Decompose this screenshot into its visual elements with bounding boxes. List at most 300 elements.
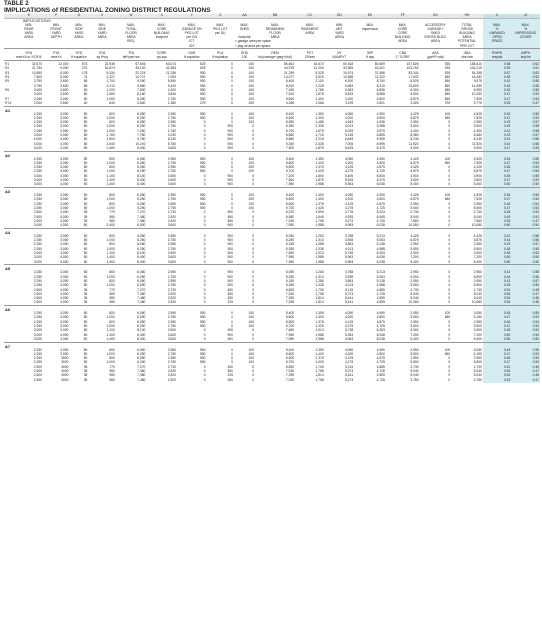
data-cell: 0.47 <box>483 146 511 151</box>
data-cell: 2,250 <box>33 242 43 247</box>
data-cell: 3,000 <box>60 201 69 206</box>
header-cell: footprint <box>238 35 251 40</box>
data-cell: 7,150 <box>285 87 295 92</box>
data-cell: 0.45 <box>483 284 511 288</box>
data-cell: 3,000 <box>33 328 43 333</box>
data-cell: 6,250 <box>137 315 146 320</box>
data-cell: 2,500 <box>33 377 43 382</box>
data-cell: 1,814 <box>315 300 324 305</box>
data-cell: 2,250 <box>33 115 43 120</box>
data-cell: 0.47 <box>483 170 511 174</box>
header-cell: POTENTIAL <box>457 39 477 44</box>
data-cell: 4,200 <box>344 160 354 165</box>
data-cell: 0 <box>448 291 451 296</box>
data-cell: 4,800 <box>376 115 385 120</box>
data-cell: 85 <box>83 79 88 84</box>
header-cell: MAX. <box>271 22 280 27</box>
data-cell: 0.43 <box>483 134 511 138</box>
data-cell: 800 <box>109 165 115 170</box>
data-cell: 1,913 <box>315 251 324 256</box>
data-cell: 0 <box>252 233 255 238</box>
data-cell: 11,222 <box>375 75 385 80</box>
data-cell: 0.45 <box>483 125 511 129</box>
data-cell: 100 <box>248 156 255 161</box>
data-cell: 0 <box>448 165 451 170</box>
data-cell: 0.58 <box>483 63 511 67</box>
data-cell: 6,600 <box>376 173 385 178</box>
data-cell: 6,300 <box>410 87 419 92</box>
data-cell: 0.46 <box>511 374 540 378</box>
data-cell: 3,050 <box>473 311 482 316</box>
data-cell: 5,213 <box>376 270 385 275</box>
data-cell: 900 <box>227 141 233 146</box>
data-cell: 10,240 <box>135 141 146 146</box>
data-cell: 1,988 <box>315 255 324 260</box>
data-cell: 2,730 <box>167 287 176 292</box>
data-cell: 0 <box>448 377 451 382</box>
data-cell: 5,025 <box>344 128 354 133</box>
data-cell: 7,200 <box>473 255 482 260</box>
header-cell: AREA <box>462 35 472 40</box>
column-letter: X <box>146 14 177 19</box>
data-cell: 5,334 <box>106 70 115 75</box>
data-cell: 0 <box>252 251 255 256</box>
data-cell: 7,500 <box>285 145 295 150</box>
data-cell: 650 <box>444 160 451 165</box>
data-cell: 800 <box>109 319 115 324</box>
data-cell: 5,441 <box>344 300 354 305</box>
column-letter: CC <box>295 14 325 19</box>
data-cell: 0.50 <box>483 224 511 229</box>
header-cell: AREA <box>126 35 136 40</box>
units-cell: ftsf*yas+sw <box>122 54 140 59</box>
data-cell: 2,950 <box>167 120 176 125</box>
data-cell: 4,725 <box>376 169 385 174</box>
district-code: R6 <box>5 87 10 92</box>
data-cell: 0.50 <box>511 183 540 188</box>
data-cell: 2,730 <box>473 364 482 369</box>
data-cell: 5,500 <box>285 356 295 361</box>
data-cell: 2,750 <box>167 205 176 210</box>
data-cell: 35 <box>83 210 88 215</box>
data-cell: 100 <box>248 83 255 88</box>
data-cell: 0.42 <box>483 271 511 275</box>
data-cell: 0 <box>203 132 206 137</box>
data-cell: 5,441 <box>344 373 354 378</box>
data-cell: 3,000 <box>33 87 43 92</box>
data-cell: 85 <box>83 83 88 88</box>
data-cell: 925 <box>444 62 451 67</box>
data-cell: 1,705 <box>315 364 324 369</box>
data-cell: 1,400 <box>315 96 324 101</box>
data-cell: 0 <box>448 360 451 365</box>
data-cell: 0 <box>252 369 255 374</box>
header-cell: BUILDING <box>153 30 170 35</box>
data-cell: 2,950 <box>473 242 482 247</box>
header-cell: UNPAVED <box>483 32 511 36</box>
data-cell: 2,750 <box>167 238 176 243</box>
data-cell: 1,788 <box>315 87 324 92</box>
data-cell: 2,840 <box>106 141 115 146</box>
data-cell: 5,138 <box>376 278 385 283</box>
data-cell: 2,227 <box>106 75 115 80</box>
data-cell: 0 <box>448 356 451 361</box>
data-cell: 5,040 <box>473 214 482 219</box>
data-cell: 0 <box>231 156 233 161</box>
data-cell: 4,525 <box>473 156 482 161</box>
data-cell: 3,000 <box>60 311 69 316</box>
data-cell: 0.47 <box>511 219 540 223</box>
data-cell: 0.50 <box>483 256 511 260</box>
data-cell: 100 <box>248 360 255 365</box>
data-cell: 3,000 <box>33 132 43 137</box>
column-letter: AA <box>234 14 255 19</box>
data-cell: 7,950 <box>285 336 295 341</box>
data-cell: 5,400 <box>285 193 295 198</box>
data-cell: 270 <box>81 66 88 71</box>
data-cell: 2,750 <box>167 197 176 202</box>
data-cell: 4000 <box>61 369 69 374</box>
data-cell: 5,500 <box>473 360 482 365</box>
data-cell: 6,050 <box>137 319 146 324</box>
data-cell: 3,600 <box>167 336 176 341</box>
data-cell: 6,250 <box>137 324 146 328</box>
data-cell: 5,400 <box>285 311 295 316</box>
data-cell: 2,520 <box>167 369 176 374</box>
section-label: A5 <box>5 266 11 272</box>
data-cell: 14,077 <box>284 75 295 80</box>
data-cell: 0 <box>252 291 255 296</box>
data-cell: 1,400 <box>106 145 115 150</box>
data-cell: 4,935 <box>344 214 354 219</box>
data-cell: 1,000 <box>106 128 115 133</box>
data-cell: 0.57 <box>511 279 540 283</box>
data-cell: 5,963 <box>344 223 354 228</box>
data-cell: 1,066 <box>315 100 324 105</box>
data-cell: 8,400 <box>137 178 146 183</box>
units-cell: IMP% <box>511 51 540 55</box>
data-cell: 0.54 <box>511 202 540 206</box>
data-cell: 4,725 <box>376 324 385 328</box>
data-cell: 3,000 <box>60 169 69 174</box>
data-cell: 4,800 <box>376 160 385 165</box>
data-cell: 800 <box>109 156 115 161</box>
data-cell: 3000 <box>61 356 69 361</box>
data-cell: 2,250 <box>33 274 43 279</box>
data-cell: 50 <box>83 178 88 183</box>
data-cell: 7,030 <box>285 369 295 374</box>
data-cell: 5,700 <box>285 169 295 174</box>
data-cell: 50 <box>83 311 88 316</box>
data-cell: 0 <box>252 223 255 228</box>
header-cell: AREA <box>398 39 408 44</box>
data-cell: 6,263 <box>376 251 385 256</box>
data-cell: 0 <box>203 173 206 178</box>
data-cell: 0 <box>203 223 206 228</box>
data-cell: 1,400 <box>315 351 324 356</box>
data-cell: 6,050 <box>137 278 146 283</box>
data-cell: 2,500 <box>33 218 43 223</box>
data-cell: 0.58 <box>511 271 540 275</box>
data-cell: 0.48 <box>483 211 511 215</box>
data-cell: 900 <box>227 178 233 183</box>
data-cell: 0.50 <box>483 260 511 265</box>
column-letter: HH <box>451 14 483 19</box>
data-cell: 0 <box>448 255 451 260</box>
data-cell: 0.47 <box>483 93 511 97</box>
header-cell: PAVEMENT <box>301 26 319 31</box>
data-cell: 1,100 <box>106 173 115 178</box>
data-cell: 50 <box>83 283 88 288</box>
data-cell: 2,750 <box>167 246 176 251</box>
data-cell: 8,480 <box>410 132 419 137</box>
data-cell: 4,425 <box>410 233 419 238</box>
data-cell: 2,730 <box>410 287 419 292</box>
data-cell: 6,700 <box>285 128 295 133</box>
header-cell: per DU <box>186 35 197 40</box>
data-cell: 0 <box>231 87 233 92</box>
data-cell: 900 <box>227 137 233 142</box>
data-cell: 5,000 <box>60 75 69 80</box>
data-cell: 1,288 <box>315 242 324 247</box>
data-cell: 2,950 <box>473 120 482 125</box>
data-cell: 6,375 <box>376 178 385 183</box>
data-cell: 100 <box>444 347 451 352</box>
data-cell: 50 <box>83 319 88 324</box>
data-cell: 5,625 <box>344 178 354 183</box>
data-cell: 37,586 <box>374 70 385 75</box>
data-cell: 100 <box>248 351 255 356</box>
data-cell: 5,500 <box>410 205 419 210</box>
data-cell: 4,988 <box>376 283 385 288</box>
data-cell: 0 <box>203 373 206 378</box>
data-cell: 3,000 <box>60 96 69 101</box>
data-cell: 2,250 <box>33 360 43 365</box>
data-cell: 4000 <box>61 377 69 382</box>
data-cell: 5,063 <box>376 274 385 279</box>
data-cell: 1,645 <box>315 214 324 219</box>
data-cell: 5,760 <box>167 141 176 146</box>
data-cell: 100 <box>248 165 255 170</box>
data-cell: 550 <box>200 197 206 202</box>
data-cell: 1,000 <box>106 324 115 328</box>
data-cell: 450 <box>227 364 233 369</box>
header-cell: MAX. <box>398 22 407 27</box>
data-cell: 0 <box>448 278 451 283</box>
data-cell: 4,000 <box>60 251 69 256</box>
data-cell: 3,000 <box>33 251 43 256</box>
data-cell: 0 <box>252 283 255 288</box>
data-cell: 4,875 <box>376 356 385 361</box>
data-cell: 4,275 <box>344 324 354 328</box>
data-cell: 0 <box>231 62 233 67</box>
data-cell: 0 <box>203 328 206 333</box>
data-cell: 450 <box>227 328 233 333</box>
data-cell: 5,500 <box>410 324 419 328</box>
data-cell: 2,250 <box>33 270 43 275</box>
data-cell: 15,974 <box>343 70 354 75</box>
data-cell: 0.55 <box>511 194 540 198</box>
data-cell: 2,950 <box>167 347 176 352</box>
data-cell: 4,240 <box>167 132 176 137</box>
data-cell: 6,050 <box>137 270 146 275</box>
data-cell: 2,500 <box>33 291 43 296</box>
data-cell: 770 <box>109 287 115 292</box>
data-cell: 450 <box>227 296 233 301</box>
data-cell: 100 <box>248 111 255 116</box>
header-cell: impervious <box>362 26 378 31</box>
data-cell: 0.47 <box>483 361 511 365</box>
data-cell: 550 <box>200 201 206 206</box>
data-cell: 50 <box>83 336 88 341</box>
implications-label: IMPLICATIONS <box>22 18 51 24</box>
data-cell: 45,130 <box>135 66 146 71</box>
data-cell: 0.52 <box>511 211 540 215</box>
data-cell: 0.45 <box>483 112 511 116</box>
data-cell: 1,760 <box>106 132 115 137</box>
data-cell: 3,000 <box>60 111 69 116</box>
data-cell: 0.55 <box>511 84 540 88</box>
data-cell: 4,463 <box>344 120 354 125</box>
header-cell: % <box>511 27 540 31</box>
data-cell: 8,480 <box>473 132 482 137</box>
data-cell: 900 <box>227 223 233 228</box>
data-cell: 1,338 <box>315 283 324 288</box>
data-cell: 100 <box>248 197 255 202</box>
data-cell: 4,728 <box>376 369 385 374</box>
header-cell: COVER <box>511 36 540 40</box>
data-cell: 900 <box>227 173 233 178</box>
data-cell: 3,000 <box>33 145 43 150</box>
data-cell: 2,335 <box>315 141 324 146</box>
data-cell: 1,425 <box>315 360 324 365</box>
data-cell: 4,425 <box>410 193 419 198</box>
data-cell: 0.53 <box>511 316 540 320</box>
data-cell: 800 <box>109 347 115 352</box>
data-cell: 60 <box>83 87 88 92</box>
data-cell: 1,375 <box>315 201 324 206</box>
column-letter: JJ <box>511 14 540 19</box>
data-cell: 4,875 <box>376 201 385 206</box>
data-cell: 3,000 <box>60 351 69 356</box>
data-cell: 5,600 <box>285 96 295 101</box>
data-cell: 0 <box>231 193 233 198</box>
data-cell: 9,050 <box>137 79 146 84</box>
data-cell: 50 <box>83 238 88 243</box>
data-cell: 5,700 <box>285 324 295 328</box>
data-cell: 7,030 <box>285 291 295 296</box>
data-cell: 1,000 <box>106 160 115 165</box>
data-cell: 5,150 <box>285 278 295 283</box>
data-cell: 0 <box>252 218 255 223</box>
data-cell: 0 <box>231 319 233 324</box>
data-cell: 1,988 <box>315 223 324 228</box>
data-cell: 13,600 <box>408 83 419 88</box>
data-cell: 0.43 <box>483 121 511 125</box>
data-cell: 100 <box>248 193 255 198</box>
data-cell: 1,000 <box>106 124 115 129</box>
data-cell: 5,213 <box>376 233 385 238</box>
data-cell: 2,950 <box>167 201 176 206</box>
data-cell: 1,400 <box>106 255 115 260</box>
data-cell: 900 <box>227 182 233 187</box>
units-cell: cbs+sta <box>461 54 473 59</box>
data-cell: 2,100 <box>315 79 324 84</box>
data-cell: 650 <box>444 96 451 101</box>
data-cell: 900 <box>227 270 233 275</box>
district-code <box>4 378 15 382</box>
data-cell: 0 <box>448 373 451 378</box>
data-cell: 1,814 <box>315 373 324 378</box>
units-cell: SHD <box>241 50 248 55</box>
data-cell: 22,224 <box>135 70 146 75</box>
data-cell: 4,728 <box>376 218 385 223</box>
data-cell: 14,250 <box>471 83 482 88</box>
data-cell: 825 <box>200 66 206 71</box>
data-cell: 100 <box>248 356 255 361</box>
data-cell: 4,125 <box>344 356 354 361</box>
data-cell: 11,520 <box>408 141 419 146</box>
data-cell: 4,875 <box>376 319 385 324</box>
data-cell: 3,900 <box>473 328 482 333</box>
header-cell: AREA <box>24 35 34 40</box>
data-cell: 0 <box>448 137 451 142</box>
data-cell: 5,273 <box>344 377 354 382</box>
data-cell: 6,038 <box>376 182 385 187</box>
data-cell: 0.44 <box>483 275 511 279</box>
data-cell: 4,988 <box>376 124 385 129</box>
data-cell: 7,053 <box>167 75 176 80</box>
data-cell: 50 <box>83 328 88 333</box>
units-cell: CBA <box>399 50 407 55</box>
column-letter: EE <box>354 14 386 19</box>
data-cell: 0.54 <box>483 301 511 306</box>
data-cell: 0.53 <box>511 198 540 202</box>
data-cell: 3,788 <box>344 233 354 238</box>
data-cell: 7,500 <box>285 178 295 183</box>
units-cell: FYA <box>53 50 60 55</box>
data-cell: 50 <box>83 137 88 142</box>
data-cell: 6,038 <box>376 259 385 264</box>
data-cell: 7,950 <box>285 182 295 187</box>
data-cell: 50 <box>83 255 88 260</box>
data-cell: 0.53 <box>511 179 540 183</box>
data-cell: 100 <box>248 120 255 125</box>
data-cell: 6,240 <box>473 137 482 142</box>
data-cell: 0.47 <box>511 378 540 382</box>
data-cell: 0 <box>203 300 206 305</box>
data-cell: 2,950 <box>167 111 176 116</box>
data-cell: 1,400 <box>315 197 324 202</box>
data-cell: 6,263 <box>376 328 385 333</box>
data-cell: 5,040 <box>410 373 419 378</box>
data-cell: 2,250 <box>33 193 43 198</box>
data-cell: 0.45 <box>483 157 511 161</box>
data-cell: 4,800 <box>376 197 385 202</box>
units-cell: SYD <box>75 50 83 55</box>
data-cell: 1,375 <box>315 165 324 170</box>
data-cell: 2,950 <box>167 356 176 361</box>
data-cell: 0 <box>231 70 233 75</box>
data-cell: 1,758 <box>315 369 324 374</box>
data-cell: 1,000 <box>106 238 115 243</box>
units-cell: TFA <box>128 50 135 55</box>
data-cell: 16,874 <box>104 66 115 71</box>
data-cell: 650 <box>444 79 451 84</box>
data-cell: 0.50 <box>511 260 540 265</box>
data-cell: 2,250 <box>33 311 43 316</box>
data-cell: 4,265 <box>285 100 295 105</box>
